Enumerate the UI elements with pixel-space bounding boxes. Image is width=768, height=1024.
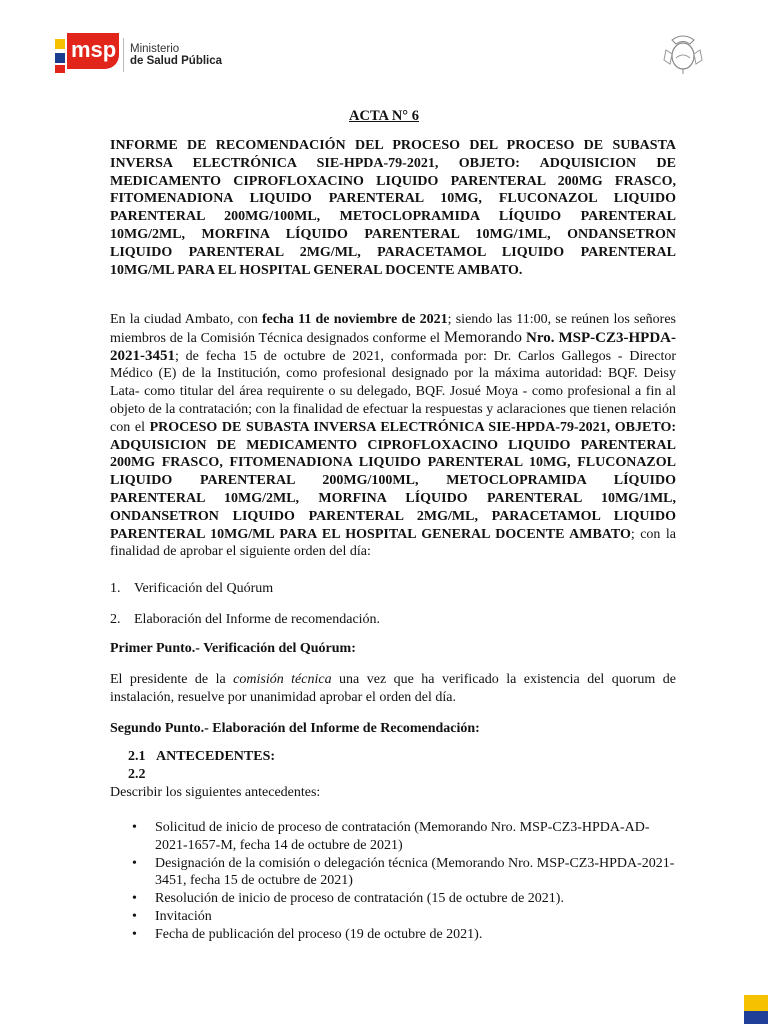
list-item: • Solicitud de inicio de proceso de contratación (Memorando Nro. MSP-CZ3-HPDA-AD-2021-1657-M, fecha 14 de octubre de 2021) xyxy=(132,820,650,853)
list-item: • Fecha de publicación del proceso (19 de octubre de 2021). xyxy=(132,926,483,942)
msp-logo-text: msp xyxy=(71,37,117,62)
agenda-item-1: 1. Verificación del Quórum xyxy=(110,581,274,596)
list-item: • Resolución de inicio de proceso de contratación (15 de octubre de 2021). xyxy=(132,891,564,907)
ministry-name-line2: de Salud Pública xyxy=(130,55,223,67)
subsection-2-1: 2.1 ANTECEDENTES: xyxy=(128,749,276,764)
second-point-heading: Segundo Punto.- Elaboración del Informe de Recomendación: xyxy=(110,721,480,736)
list-item: • Designación de la comisión o delegación técnica (Memorando Nro. MSP-CZ3-HPDA-2021-3451, fecha 15 de octubre de 2021) xyxy=(132,855,675,889)
list-item: • Invitación xyxy=(132,908,212,924)
agenda-item-2: 2. Elaboración del Informe de recomendación. xyxy=(110,612,381,627)
acta-title: ACTA N° 6 xyxy=(349,108,419,124)
logo-divider xyxy=(123,38,124,72)
ministry-name xyxy=(130,43,222,67)
antecedentes-list xyxy=(110,819,676,944)
describe-antecedentes: Describir los siguientes antecedentes: xyxy=(110,785,321,800)
flag-stripe-decoration xyxy=(744,995,768,1024)
first-point-paragraph: El presidente de la comisión técnica una vez que ha verificado la existencia del quorum de instalación, resuelve por unanimidad aprobar el orden del día. xyxy=(110,672,676,705)
intro-paragraph: En la ciudad Ambato, con fecha 11 de noviembre de 2021; siendo las 11:00, se reúnen los señores miembros de la Comisión Técnica designados conforme el Memorando Nro. MSP-CZ3-HPDA- 2021-3451; de fecha 15 de octubre de 2021, conformada por: Dr. Carlos Gallegos - Director Médico (E) de la Institución, como profesional designado por la máxima autoridad: BQF. Deisy Lata- como titular del área requirente o su delegado, BQF. Josué Moya - como profesional a fin al objeto de la contratación; con la finalidad de efectuar la respuestas y aclaraciones que tienen relación con el PROCESO DE SUBASTA INVERSA ELECTRÓNICA SIE-HPDA-79-2021, OBJETO: ADQUISICION DE MEDICAMENTO CIPROFLOXACINO LIQUIDO PARENTERAL 200MG FRASCO, FITOMENADIONA LIQUIDO PARENTERAL 10MG, FLUCONAZOL LIQUIDO PARENTERAL 200MG/100ML, METOCLOPRAMIDA LÍQUIDO PARENTERAL 10MG/2ML, MORFINA LÍQUIDO PARENTERAL 10MG/1ML, ONDANSETRON LIQUIDO PARENTERAL 2MG/ML, PARACETAMOL LIQUIDO PARENTERAL 10MG/ML PARA EL HOSPITAL GENERAL DOCENTE AMBATO; con la finalidad de aprobar el siguiente orden del día: xyxy=(110,312,676,560)
msp-logo xyxy=(55,33,119,73)
subsection-2-2: 2.2 xyxy=(128,767,146,782)
report-title: INFORME DE RECOMENDACIÓN DEL PROCESO DEL PROCESO DE SUBASTA INVERSA ELECTRÓNICA SIE-HPDA-79-2021, OBJETO: ADQUISICION DE MEDICAMENTO CIPROFLOXACINO LIQUIDO PARENTERAL 200MG FRASCO, FITOMENADIONA LIQUIDO PARENTERAL 10MG, FLUCONAZOL LIQUIDO PARENTERAL 200MG/100ML, METOCLOPRAMIDA LÍQUIDO PARENTERAL 10MG/2ML, MORFINA LÍQUIDO PARENTERAL 10MG/1ML, ONDANSETRON LIQUIDO PARENTERAL 2MG/ML, PARACETAMOL LIQUIDO PARENTERAL 10MG/ML PARA EL HOSPITAL GENERAL DOCENTE AMBATO. xyxy=(110,138,676,278)
ministry-name-line1: Ministerio xyxy=(130,43,180,55)
msp-logo-mark xyxy=(55,33,119,73)
ecuador-coat-of-arms-icon xyxy=(660,30,706,76)
first-point-heading: Primer Punto.- Verificación del Quórum: xyxy=(110,641,356,656)
